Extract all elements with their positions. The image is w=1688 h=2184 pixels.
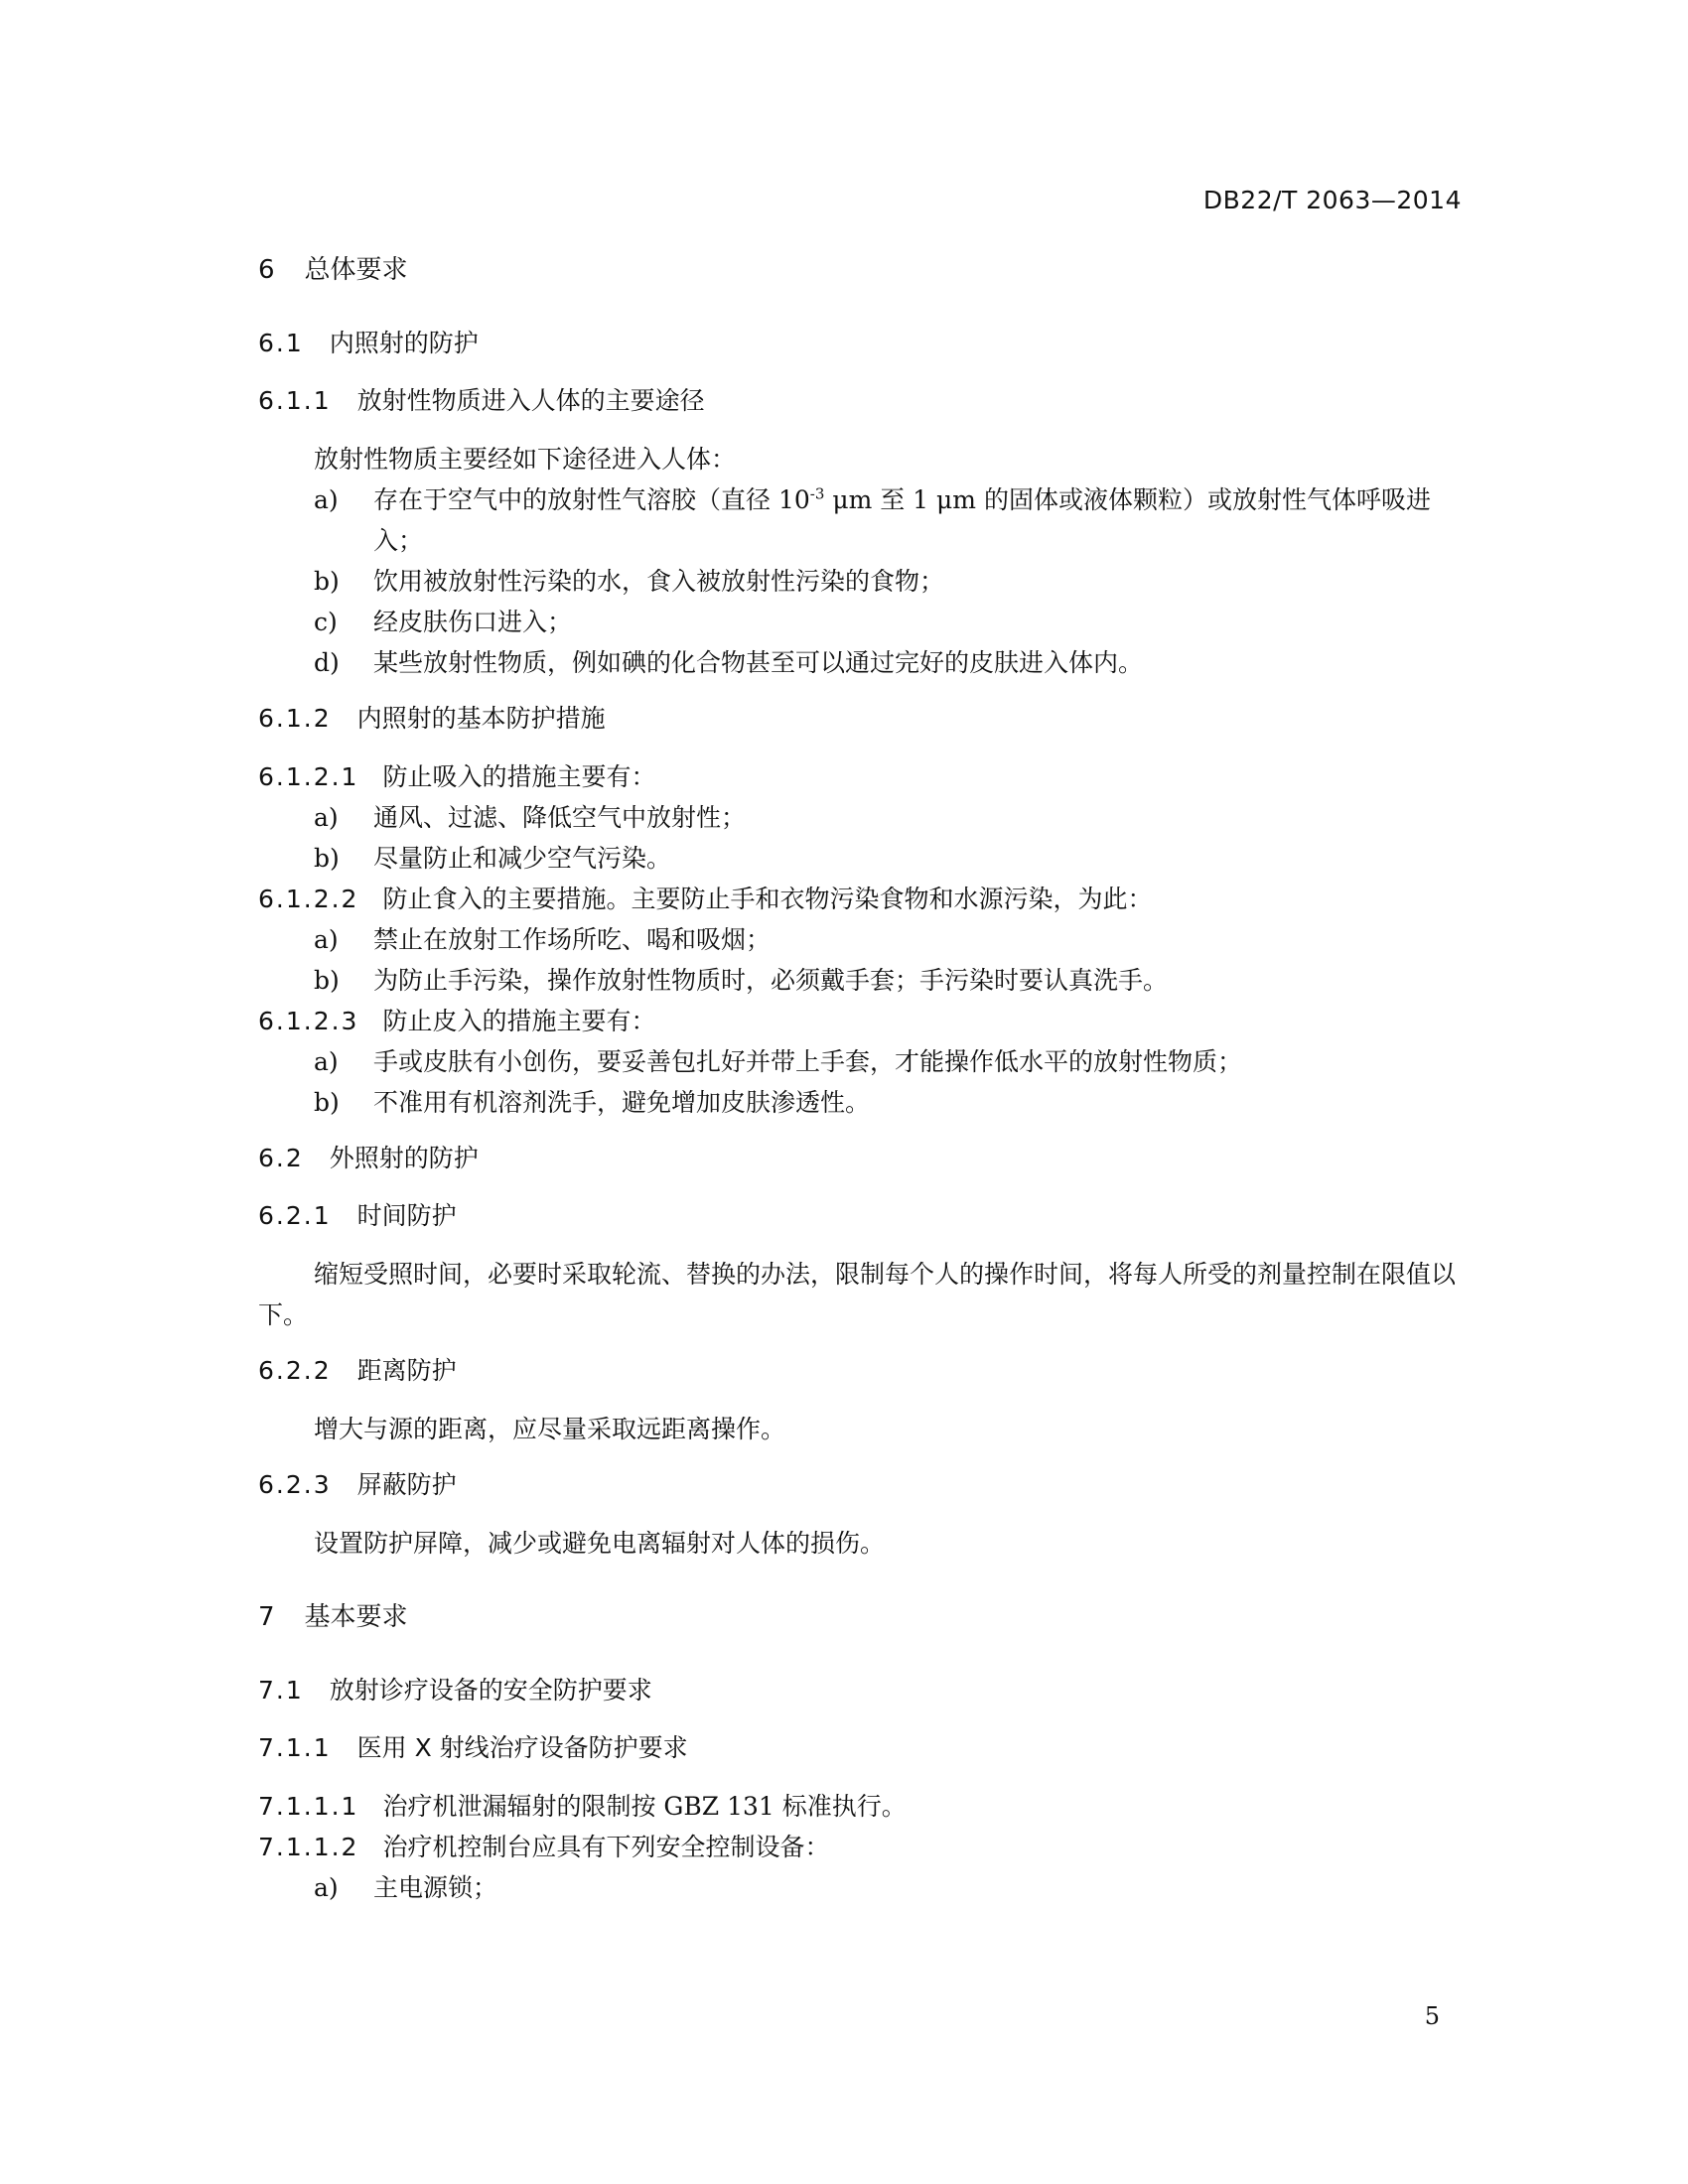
- section-number: 6.2: [258, 1144, 304, 1172]
- list-marker: a): [314, 1873, 339, 1902]
- list-item: [258, 602, 1462, 642]
- list-item: [258, 1867, 1462, 1908]
- section-heading-7: [258, 1599, 1462, 1635]
- list-item: [258, 479, 1462, 561]
- list-item: [258, 1082, 1462, 1123]
- paragraph: 放射性物质主要经如下途径进入人体：: [314, 445, 737, 474]
- clause-text: 治疗机控制台应具有下列安全控制设备：: [382, 1833, 830, 1861]
- section-heading-6-2: [258, 1141, 1462, 1176]
- list-text: 尽量防止和减少空气污染。: [373, 844, 672, 873]
- section-heading-6-2-2: [258, 1353, 1462, 1389]
- section-number: 6: [258, 255, 277, 285]
- section-title: 时间防护: [356, 1201, 457, 1230]
- page-content: [258, 252, 1462, 1908]
- list-marker: a): [314, 925, 339, 954]
- clause-number: 6.1.2.3: [258, 1007, 359, 1035]
- section-title: 外照射的防护: [329, 1144, 479, 1172]
- clause-number: 6.1.2.2: [258, 885, 359, 913]
- list-text: 禁止在放射工作场所吃、喝和吸烟；: [373, 925, 772, 954]
- section-heading-6: [258, 252, 1462, 288]
- page-number: 5: [1424, 2002, 1440, 2030]
- list-text: 通风、过滤、降低空气中放射性；: [373, 803, 747, 832]
- clause-7-1-1-1: [258, 1786, 1462, 1827]
- section-number: 6.2.1: [258, 1201, 332, 1230]
- section-heading-6-2-1: [258, 1198, 1462, 1234]
- list-item: [258, 561, 1462, 602]
- paragraph: 缩短受照时间，必要时采取轮流、替换的办法，限制每个人的操作时间，将每人所受的剂量控制在限值以下。: [258, 1260, 1457, 1329]
- section-number: 6.1: [258, 329, 304, 357]
- list-item: [258, 1041, 1462, 1082]
- section-heading-6-2-3: [258, 1467, 1462, 1503]
- list-text: 经皮肤伤口进入；: [373, 608, 573, 636]
- list-marker: d): [314, 648, 340, 677]
- list-item: [258, 919, 1462, 960]
- list-item: [258, 960, 1462, 1001]
- paragraph: 设置防护屏障，减少或避免电离辐射对人体的损伤。: [314, 1529, 886, 1558]
- section-title: 距离防护: [356, 1356, 457, 1385]
- clause-6-1-2-2: [258, 879, 1462, 919]
- list-text: 主电源锁；: [373, 1873, 498, 1902]
- section-title: 基本要求: [304, 1602, 408, 1632]
- list-text: 存在于空气中的放射性气溶胶（直径 $10^{-3}$ μm 至 1 μm 的固体或液体颗粒）或放射性气体呼吸进入；: [373, 484, 1431, 555]
- section-number: 7.1.1: [258, 1733, 332, 1762]
- list-marker: a): [314, 485, 339, 514]
- list: [258, 1867, 1462, 1908]
- section-title: 内照射的防护: [329, 329, 479, 357]
- section-heading-6-1-1: [258, 383, 1462, 419]
- clause-text: 防止吸入的措施主要有：: [382, 762, 656, 791]
- list-text: 手或皮肤有小创伤，要妥善包扎好并带上手套，才能操作低水平的放射性物质；: [373, 1047, 1243, 1076]
- section-heading-6-1-2: [258, 701, 1462, 737]
- list: [258, 919, 1462, 1001]
- section-number: 6.1.1: [258, 386, 332, 415]
- clause-number: 6.1.2.1: [258, 762, 359, 791]
- standard-code: DB22/T 2063—2014: [1202, 186, 1462, 214]
- list-item: [258, 797, 1462, 838]
- section-title: 放射诊疗设备的安全防护要求: [329, 1676, 652, 1705]
- list: [258, 797, 1462, 879]
- section-title: 医用 X 射线治疗设备防护要求: [356, 1733, 688, 1762]
- list-text: 饮用被放射性污染的水，食入被放射性污染的食物；: [373, 567, 945, 596]
- section-number: 7: [258, 1602, 277, 1632]
- list-text: 不准用有机溶剂洗手，避免增加皮肤渗透性。: [373, 1088, 871, 1117]
- clause-6-1-2-3: [258, 1001, 1462, 1041]
- list-marker: c): [314, 608, 338, 636]
- paragraph: 增大与源的距离，应尽量采取远距离操作。: [314, 1415, 786, 1443]
- list-marker: a): [314, 803, 339, 832]
- list-item: [258, 642, 1462, 683]
- section-title: 总体要求: [304, 255, 408, 285]
- clause-7-1-1-2: [258, 1827, 1462, 1867]
- clause-number: 7.1.1.1: [258, 1792, 359, 1821]
- section-number: 6.2.2: [258, 1356, 332, 1385]
- list-text: 某些放射性物质，例如碘的化合物甚至可以通过完好的皮肤进入体内。: [373, 648, 1144, 677]
- section-title: 放射性物质进入人体的主要途径: [356, 386, 705, 415]
- section-number: 7.1: [258, 1676, 304, 1705]
- list-marker: a): [314, 1047, 339, 1076]
- clause-text: 防止食入的主要措施。主要防止手和衣物污染食物和水源污染，为此：: [382, 885, 1153, 913]
- section-number: 6.1.2: [258, 704, 332, 733]
- section-heading-6-1: [258, 326, 1462, 361]
- clause-text: 防止皮入的措施主要有：: [382, 1007, 656, 1035]
- section-title: 内照射的基本防护措施: [356, 704, 606, 733]
- list-text: 为防止手污染，操作放射性物质时，必须戴手套；手污染时要认真洗手。: [373, 966, 1169, 995]
- superscript: -3: [809, 484, 825, 503]
- list-marker: b): [314, 1088, 340, 1117]
- section-heading-7-1: [258, 1673, 1462, 1708]
- clause-6-1-2-1: [258, 756, 1462, 797]
- list: [258, 479, 1462, 683]
- list-marker: b): [314, 567, 340, 596]
- clause-number: 7.1.1.2: [258, 1833, 359, 1861]
- section-title: 屏蔽防护: [356, 1470, 457, 1499]
- list-item: [258, 838, 1462, 879]
- list: [258, 1041, 1462, 1123]
- clause-text: 治疗机泄漏辐射的限制按 GBZ 131 标准执行。: [382, 1792, 907, 1821]
- list-marker: b): [314, 844, 340, 873]
- section-number: 6.2.3: [258, 1470, 332, 1499]
- section-heading-7-1-1: [258, 1730, 1462, 1766]
- list-marker: b): [314, 966, 340, 995]
